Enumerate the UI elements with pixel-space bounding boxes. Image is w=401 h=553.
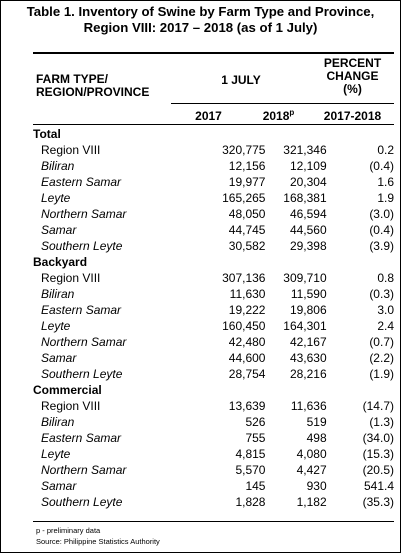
value-2017: 1,828 <box>235 495 266 509</box>
value-2018: 498 <box>306 431 327 445</box>
value-2017: 307,136 <box>222 271 266 285</box>
value-2017: 4,815 <box>235 447 266 461</box>
value-2018: 4,427 <box>296 463 327 477</box>
table-row <box>33 350 394 366</box>
value-2018: 4,080 <box>296 447 327 461</box>
table-row <box>33 366 394 382</box>
table-row <box>33 206 394 222</box>
row-label: Eastern Samar <box>41 431 122 445</box>
value-2017: 19,977 <box>228 175 266 189</box>
value-2017: 320,775 <box>222 143 266 157</box>
table-row <box>33 158 394 174</box>
table-row <box>33 302 394 318</box>
value-2018: 19,806 <box>289 303 327 317</box>
row-label: Region VIII <box>41 399 101 413</box>
section-title: Total <box>33 127 61 141</box>
percent-change: (0.3) <box>369 287 394 301</box>
header-bottom-rule <box>33 124 394 125</box>
value-2017: 30,582 <box>228 239 266 253</box>
table-row <box>33 286 394 302</box>
value-2018: 12,109 <box>289 159 327 173</box>
value-2018: 46,594 <box>289 207 327 221</box>
date-group-rule <box>171 103 311 104</box>
percent-change: (1.9) <box>369 367 394 381</box>
percent-change: (35.3) <box>362 495 394 509</box>
value-2017: 12,156 <box>228 159 266 173</box>
percent-change: 1.6 <box>377 175 394 189</box>
percent-change: 3.0 <box>377 303 394 317</box>
table-row <box>33 174 394 190</box>
row-label: Samar <box>41 351 77 365</box>
title-line-2: Region VIII: 2017 – 2018 (as of 1 July) <box>83 20 318 35</box>
value-2018: 44,560 <box>289 223 327 237</box>
row-label: Samar <box>41 223 77 237</box>
row-label: Biliran <box>41 415 75 429</box>
value-2017: 48,050 <box>228 207 266 221</box>
row-label: Leyte <box>41 191 71 205</box>
section-title: Backyard <box>33 255 88 269</box>
percent-change: 2.4 <box>377 319 394 333</box>
value-2017: 526 <box>245 415 266 429</box>
top-rule <box>33 52 394 54</box>
footnote-preliminary: p - preliminary data <box>36 526 101 535</box>
table-row <box>33 446 394 462</box>
section-header-row <box>33 254 394 270</box>
preliminary-mark: p <box>289 108 295 117</box>
table-row <box>33 414 394 430</box>
value-2018: 42,167 <box>289 335 327 349</box>
value-2017: 145 <box>245 479 266 493</box>
value-2018: 20,304 <box>289 175 327 189</box>
row-label: Leyte <box>41 447 71 461</box>
table-row <box>33 462 394 478</box>
value-2017: 11,630 <box>229 287 266 301</box>
percent-change: (0.4) <box>369 159 394 173</box>
table-row <box>33 318 394 334</box>
value-2018: 930 <box>306 479 327 493</box>
value-2017: 44,745 <box>228 223 266 237</box>
percent-change: (0.4) <box>369 223 394 237</box>
footnote-source: Source: Philippine Statistics Authority <box>36 537 160 546</box>
row-label: Northern Samar <box>41 207 127 221</box>
section-title: Commercial <box>33 383 102 397</box>
value-2017: 755 <box>245 431 266 445</box>
table-row <box>33 270 394 286</box>
bottom-rule <box>33 521 394 522</box>
table-row <box>33 478 394 494</box>
row-label: Southern Leyte <box>41 495 123 509</box>
percent-change-rule <box>311 103 394 104</box>
value-2017: 28,754 <box>228 367 266 381</box>
value-2018: 321,346 <box>283 143 327 157</box>
value-2018: 164,301 <box>283 319 327 333</box>
percent-change: (0.7) <box>369 335 394 349</box>
percent-change: (20.5) <box>362 463 394 477</box>
row-label: Southern Leyte <box>41 239 123 253</box>
value-2017: 42,480 <box>228 335 266 349</box>
value-2017: 13,639 <box>228 399 266 413</box>
table-row <box>33 238 394 254</box>
percent-change-header: PERCENT CHANGE (%) <box>323 56 382 96</box>
value-2018: 43,630 <box>289 351 327 365</box>
value-2018: 11,590 <box>290 287 327 301</box>
percent-change: (3.9) <box>369 239 394 253</box>
percent-change: 1.9 <box>377 191 394 205</box>
row-label: Region VIII <box>41 143 101 157</box>
data-table-body <box>33 126 394 510</box>
value-2018: 28,216 <box>289 367 327 381</box>
percent-change: 541.4 <box>363 479 394 493</box>
row-label: Southern Leyte <box>41 367 123 381</box>
row-label: Eastern Samar <box>41 175 122 189</box>
value-2017: 44,600 <box>228 351 266 365</box>
section-header-row <box>33 382 394 398</box>
value-2017: 19,222 <box>228 303 266 317</box>
value-2018: 11,636 <box>290 399 327 413</box>
value-2017: 165,265 <box>222 191 266 205</box>
table-row <box>33 334 394 350</box>
percent-change: (1.3) <box>369 415 394 429</box>
table-title <box>0 4 401 36</box>
date-group-header: 1 JULY <box>221 73 261 87</box>
table-row <box>33 398 394 414</box>
table-row <box>33 142 394 158</box>
value-2018: 168,381 <box>283 191 327 205</box>
percent-change: 0.2 <box>377 143 394 157</box>
percent-change: (15.3) <box>362 447 394 461</box>
row-label: Biliran <box>41 287 75 301</box>
section-header-row <box>33 126 394 142</box>
row-label: Samar <box>41 479 77 493</box>
table-row <box>33 430 394 446</box>
percent-period-header: 2017-2018 <box>323 109 382 123</box>
row-label: Northern Samar <box>41 463 127 477</box>
value-2017: 5,570 <box>235 463 266 477</box>
table-row <box>33 494 394 510</box>
value-2018: 309,710 <box>283 271 327 285</box>
percent-change: 0.8 <box>377 271 394 285</box>
percent-change: (14.7) <box>362 399 394 413</box>
percent-change: (34.0) <box>362 431 394 445</box>
row-label: Eastern Samar <box>41 303 122 317</box>
value-2018: 519 <box>306 415 327 429</box>
row-label: Northern Samar <box>41 335 127 349</box>
row-label: Leyte <box>41 319 71 333</box>
percent-change: (3.0) <box>369 207 394 221</box>
year-2018-header: 2018$^p$ <box>262 108 295 123</box>
row-label: Biliran <box>41 159 75 173</box>
row-label: Region VIII <box>41 271 101 285</box>
table-row <box>33 190 394 206</box>
data-table <box>33 126 394 510</box>
title-line-1: Table 1. Inventory of Swine by Farm Type and Province, <box>26 4 375 19</box>
value-2017: 160,450 <box>222 319 266 333</box>
percent-change: (2.2) <box>369 351 394 365</box>
farm-type-header: FARM TYPE/ REGION/PROVINCE <box>36 72 150 99</box>
value-2018: 1,182 <box>296 495 327 509</box>
value-2018: 29,398 <box>289 239 327 253</box>
year-2017-header: 2017 <box>195 109 222 123</box>
table-row <box>33 222 394 238</box>
